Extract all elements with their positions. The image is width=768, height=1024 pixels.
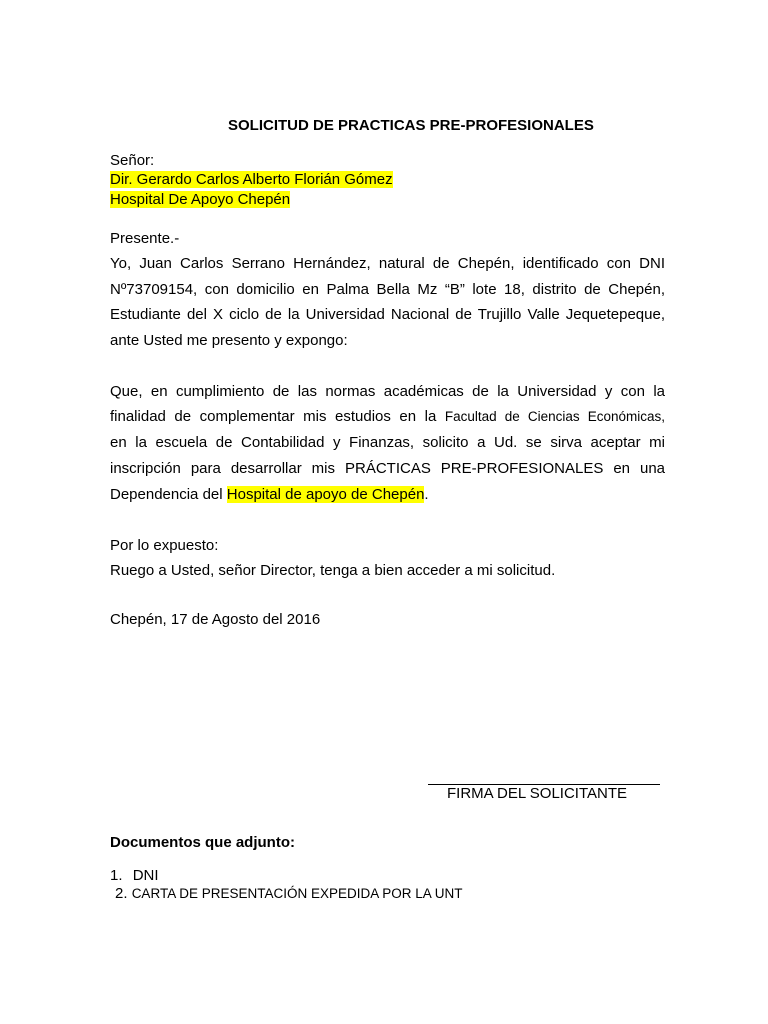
attachments-heading: Documentos que adjunto:: [110, 834, 295, 851]
p2-l5-part-a: Dependencia del: [110, 486, 223, 503]
recipient-name-text: Dir. Gerardo Carlos Alberto Florián Gómez: [110, 171, 393, 188]
paragraph-1-line-1: Yo, Juan Carlos Serrano Hernández, natural de Chepén, identificado con DNI: [110, 255, 665, 272]
document-title: SOLICITUD DE PRACTICAS PRE-PROFESIONALES: [228, 117, 594, 134]
recipient-name: [110, 170, 393, 190]
attachment-text: DNI: [132, 867, 159, 884]
paragraph-1-line-4: [110, 331, 348, 351]
p2-l2-part-a: finalidad de complementar mis estudios en la: [110, 408, 437, 425]
p2-l2-part-b: Facultad de Ciencias Económicas,: [444, 409, 665, 424]
paragraph-2-line-1: Que, en cumplimiento de las normas académicas de la Universidad y con la: [110, 383, 665, 400]
place-date: Chepén, 17 de Agosto del 2016: [110, 611, 321, 628]
p1-l2-part-a: Nº73709154, con domicilio en: [110, 281, 319, 298]
attachment-number: 1.: [110, 867, 123, 884]
p1-l4-part-b: y expongo:: [274, 332, 348, 349]
recipient-org: [110, 190, 290, 210]
p1-l2-part-c: Chepén,: [608, 281, 665, 298]
salutation: Señor:: [110, 152, 155, 169]
closing-line-1: Por lo expuesto:: [110, 537, 219, 554]
p2-l5-part-c: .: [424, 486, 429, 503]
p1-l2-part-b: Palma Bella Mz “B” lote 18, distrito de: [326, 281, 601, 298]
attachment-number: 2.: [115, 885, 128, 902]
paragraph-2-line-3: en la escuela de Contabilidad y Finanzas, solicito a Ud. se sirva aceptar mi: [110, 434, 665, 451]
presente: Presente.-: [110, 230, 180, 247]
signature-label: FIRMA DEL SOLICITANTE: [447, 785, 628, 802]
paragraph-1-line-2: [110, 280, 665, 300]
paragraph-1-line-3: Estudiante del X ciclo de la Universidad Nacional de Trujillo Valle Jequetepeque,: [110, 306, 665, 323]
attachment-item-1: [110, 866, 159, 886]
p2-l5-highlight: Hospital de apoyo de Chepén: [226, 486, 425, 503]
paragraph-2-line-2: [110, 407, 665, 427]
paragraph-2-line-4: inscripción para desarrollar mis PRÁCTICAS PRE-PROFESIONALES en una: [110, 460, 665, 477]
recipient-org-text: Hospital De Apoyo Chepén: [110, 191, 291, 208]
attachment-item-2: [115, 884, 463, 904]
p1-l4-part-a: ante Usted me presento: [110, 332, 271, 349]
attachment-text: CARTA DE PRESENTACIÓN EXPEDIDA POR LA UNT: [131, 886, 463, 901]
closing-line-2: Ruego a Usted, señor Director, tenga a bien acceder a mi solicitud.: [110, 562, 556, 579]
paragraph-2-line-5: [110, 485, 429, 505]
